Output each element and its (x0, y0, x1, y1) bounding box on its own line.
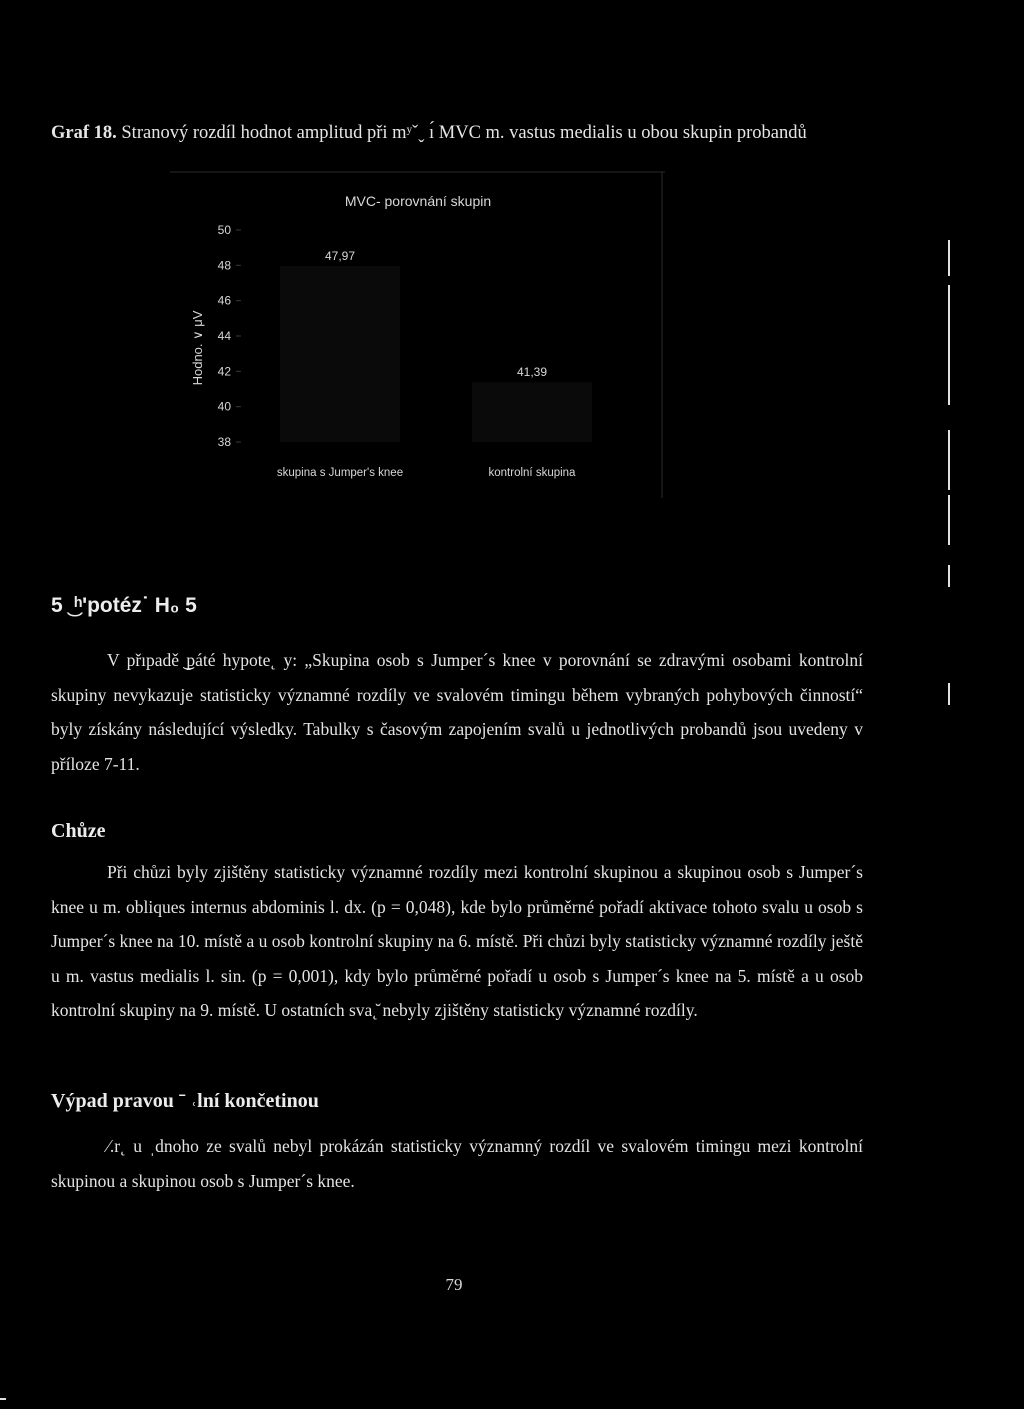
page-number: 79 (445, 1275, 463, 1294)
y-axis-label: Hodno. ∨ μV (190, 310, 205, 386)
y-tick-label: 40 (217, 399, 231, 414)
data-label: 41,39 (516, 365, 548, 380)
vypad-paragraph (51, 1129, 863, 1198)
y-tick-label: 44 (217, 329, 231, 343)
y-tick-label: 42 (217, 364, 231, 379)
bar-chart (170, 170, 665, 500)
y-ticks (218, 223, 241, 449)
chart-title: MVC- porovnání skupin (344, 193, 492, 209)
scan-artifact (948, 683, 950, 705)
chart-svg (170, 170, 665, 500)
vypad-heading: Výpad pravou ˉ ˓lní končetinou (51, 1090, 319, 1112)
bar (472, 382, 592, 442)
caption-label: Graf 18. (51, 123, 117, 143)
y-tick-label: 38 (217, 435, 231, 449)
vypad-text: ⁄.r˛ u ˌdnoho ze svalů nebyl prokázán statisticky významný rozdíl ve svalovém timingu mezi kontrolní skupinou a skupinou osob s Jumper´s knee. (51, 1136, 863, 1191)
chuze-paragraph (51, 855, 863, 1028)
y-tick-label: 46 (217, 293, 231, 308)
scan-artifact (0, 1398, 6, 1400)
x-tick-labels (277, 467, 576, 479)
scan-artifact (948, 430, 950, 490)
x-tick-label: skupina s Jumper's knee (276, 467, 404, 479)
bar (280, 266, 400, 442)
intro-paragraph (51, 643, 863, 781)
scan-artifact (948, 240, 950, 276)
chuze-text: Při chůzi byly zjištěny statisticky významné rozdíly mezi kontrolní skupinou a skupinou osob s Jumper´s knee u m. obliques internus abdominis l. dx. (p = 0,048), kde bylo průměrné pořadí aktivace tohoto svalu u osob s Jumper´s knee na 10. místě a u osob kontrolní skupiny na 6. místě. Při chůzi byly statisticky významné rozdíly ještě u m. vastus medialis l. sin. (p = 0,001), kdy bylo průměrné pořadí u osob s Jumper´s knee na 5. místě a u osob kontrolní skupiny na 9. místě. U ostatních sva˛̆ nebyly zjištěny statisticky významné rozdíly. (51, 862, 863, 1020)
figure-caption (51, 116, 951, 150)
data-label: 47,97 (324, 248, 356, 263)
y-tick-label: 50 (217, 223, 231, 237)
intro-text: V přıpadě ͜páté hypote˛ y: „Skupina osob s Jumper´s knee v porovnání se zdravými osobami kontrolní skupiny nevykazuje statisticky významné rozdíly ve svalovém timingu během vybraných pohybových činností“ byly získány následující výsledky. Tabulky s časovým zapojením svalů u jednotlivých probandů jsou uvedeny v příloze 7-11. (51, 650, 863, 774)
chuze-heading: Chůze (51, 820, 106, 842)
scan-artifact (948, 495, 950, 545)
bars (280, 266, 592, 442)
section-heading: 5 ͜ ʰ'potéz˙ H₀ 5 (51, 594, 197, 617)
x-tick-label: kontrolní skupina (488, 467, 576, 479)
scan-artifact (948, 285, 950, 405)
y-tick-label: 48 (217, 258, 231, 273)
caption-text: Stranový rozdíl hodnot amplitud při mʸˇˬ ı́ MVC m. vastus medialis u obou skupin probandů (121, 123, 807, 143)
scan-artifact (948, 565, 950, 587)
